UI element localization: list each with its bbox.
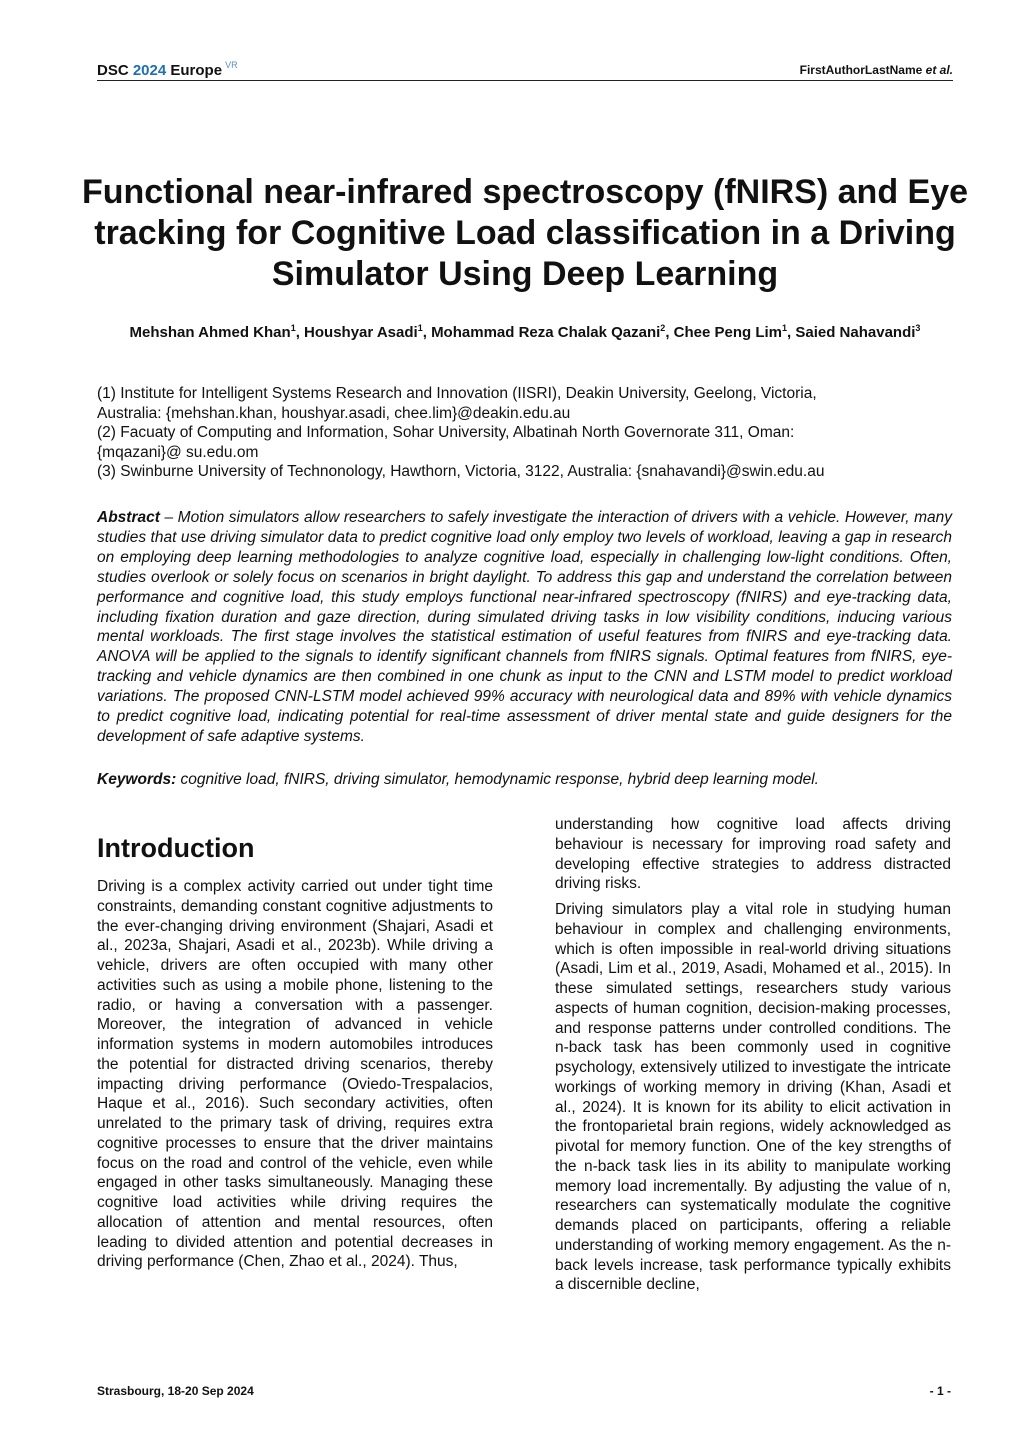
affiliations — [97, 384, 957, 482]
left-column — [97, 877, 493, 1272]
author-affiliation-marker: 1 — [290, 323, 296, 333]
keywords — [97, 770, 952, 790]
running-author-etal: et al. — [925, 63, 953, 77]
abstract-label: Abstract — [97, 509, 160, 526]
author-affiliation-marker: 1 — [417, 323, 423, 333]
author-name: Saied Nahavandi — [795, 324, 916, 341]
author-name: Chee Peng Lim — [673, 324, 783, 341]
author-separator: , — [295, 324, 305, 341]
affiliation-line: (2) Facuaty of Computing and Information, Sohar University, Albatinah North Governorate 311, Oman: — [97, 424, 795, 441]
conf-prefix: DSC — [97, 62, 129, 79]
running-header — [97, 60, 953, 81]
author-separator: , — [665, 324, 674, 341]
running-author — [800, 63, 953, 77]
conf-superscript: VR — [225, 60, 238, 70]
affiliation-line: (1) Institute for Intelligent Systems Research and Innovation (IISRI), Deakin University, Geelong, Victoria, — [97, 385, 817, 402]
page-number: - 1 - — [929, 1384, 951, 1398]
author-name: Houshyar Asadi — [304, 324, 418, 341]
affiliation-line: Australia: {mehshan.khan, houshyar.asadi, chee.lim}@deakin.edu.au — [97, 404, 571, 422]
paper-title: Functional near-infrared spectroscopy (fNIRS) and Eye tracking for Cognitive Load classification in a Driving Simulator Using Deep Learning — [81, 173, 969, 293]
running-author-name: FirstAuthorLastName — [799, 63, 923, 77]
author-affiliation-marker: 2 — [660, 323, 666, 333]
author-affiliation-marker: 1 — [782, 323, 788, 333]
author-name: Mehshan Ahmed Khan — [129, 324, 291, 341]
abstract-text: – Motion simulators allow researchers to safely investigate the interaction of drivers with a vehicle. However, many studies that use driving simulator data to predict cognitive load only employ two levels of workload, leaving a gap in research on employing deep learning methodologies to analyze cognitive load, especially in challenging low-light conditions. Often, studies overlook or solely focus on scenarios in bright daylight. To address this gap and understand the correlation between performance and cognitive load, this study employs functional near-infrared spectroscopy (fNIRS) and eye-tracking data, including fixation duration and gaze direction, during simulated driving tasks in low visibility conditions, inducing various mental workloads. The first stage involves the statistical estimation of useful features from fNIRS and eye-tracking data. ANOVA will be applied to the signals to identify significant channels from fNIRS signals. Optimal features from fNIRS, eye-tracking and vehicle dynamics are then combined in one chunk as input to the CNN and LSTM model to predict workload variations. The proposed CNN-LSTM model achieved 99% accuracy with neurological data and 89% with vehicle dynamics to predict cognitive load, indicating potential for real-time assessment of driver mental state and guide designers for the development of safe adaptive systems. — [97, 509, 952, 745]
abstract — [97, 508, 952, 747]
intro-paragraph: Driving is a complex activity carried out under tight time constraints, demanding constant cognitive adjustments to the ever-changing driving environment (Shajari, Asadi et al., 2023a, Shajari, Asadi et al., 2023b). While driving a vehicle, drivers are often occupied with many other activities such as using a mobile phone, listening to the radio, or having a conversation with a passenger. Moreover, the integration of advanced in vehicle information systems in modern automobiles introduces the potential for distracted driving scenarios, thereby impacting driving performance (Oviedo-Trespalacios, Haque et al., 2016). Such secondary activities, often unrelated to the primary task of driving, requires extra cognitive processes to ensure that the driver maintains focus on the road and control of the vehicle, even while engaged in other tasks simultaneously. Managing these cognitive load activities while driving requires the allocation of attention and mental resources, often leading to divided attention and potential decreases in driving performance (Chen, Zhao et al., 2024). Thus, — [97, 878, 493, 1271]
section-heading-introduction: Introduction — [97, 833, 255, 863]
conference-name — [97, 60, 238, 79]
conf-year: 2024 — [132, 62, 167, 79]
author-separator: , — [422, 324, 432, 341]
intro-paragraph: understanding how cognitive load affects driving behaviour is necessary for improving road safety and developing effective strategies to address distracted driving risks. — [555, 816, 951, 893]
keywords-text: cognitive load, fNIRS, driving simulator, hemodynamic response, hybrid deep learning model. — [176, 771, 819, 788]
author-list — [100, 323, 950, 343]
keywords-label: Keywords: — [97, 771, 177, 788]
affiliation-line: {mqazani}@ su.edu.om — [97, 443, 259, 461]
right-column — [555, 815, 951, 1295]
author-separator: , — [787, 324, 796, 341]
conf-suffix: Europe — [170, 62, 223, 79]
footer-location-date: Strasbourg, 18-20 Sep 2024 — [97, 1384, 254, 1398]
intro-paragraph: Driving simulators play a vital role in studying human behaviour in complex and challenging environments, which is often impossible in real-world driving situations (Asadi, Lim et al., 2019, Asadi, Mohamed et al., 2015). In these simulated settings, researchers study various aspects of human cognition, decision-making processes, and response patterns under controlled conditions. The n-back task has been commonly used in cognitive psychology, extensively utilized to investigate the intricate workings of working memory in driving (Khan, Asadi et al., 2024). It is known for its ability to elicit activation in the frontoparietal brain regions, widely acknowledged as pivotal for memory function. One of the key strengths of the n-back task lies in its ability to manipulate working memory load incrementally. By adjusting the value of n, researchers can systematically modulate the cognitive demands placed on participants, offering a reliable understanding of working memory engagement. As the n-back levels increase, task performance typically exhibits a discernible decline, — [555, 901, 951, 1294]
author-name: Mohammad Reza Chalak Qazani — [431, 324, 661, 341]
affiliation-line: (3) Swinburne University of Technonology, Hawthorn, Victoria, 3122, Australia: {snahavandi}@swin.edu.au — [97, 463, 825, 480]
author-affiliation-marker: 3 — [915, 323, 921, 333]
